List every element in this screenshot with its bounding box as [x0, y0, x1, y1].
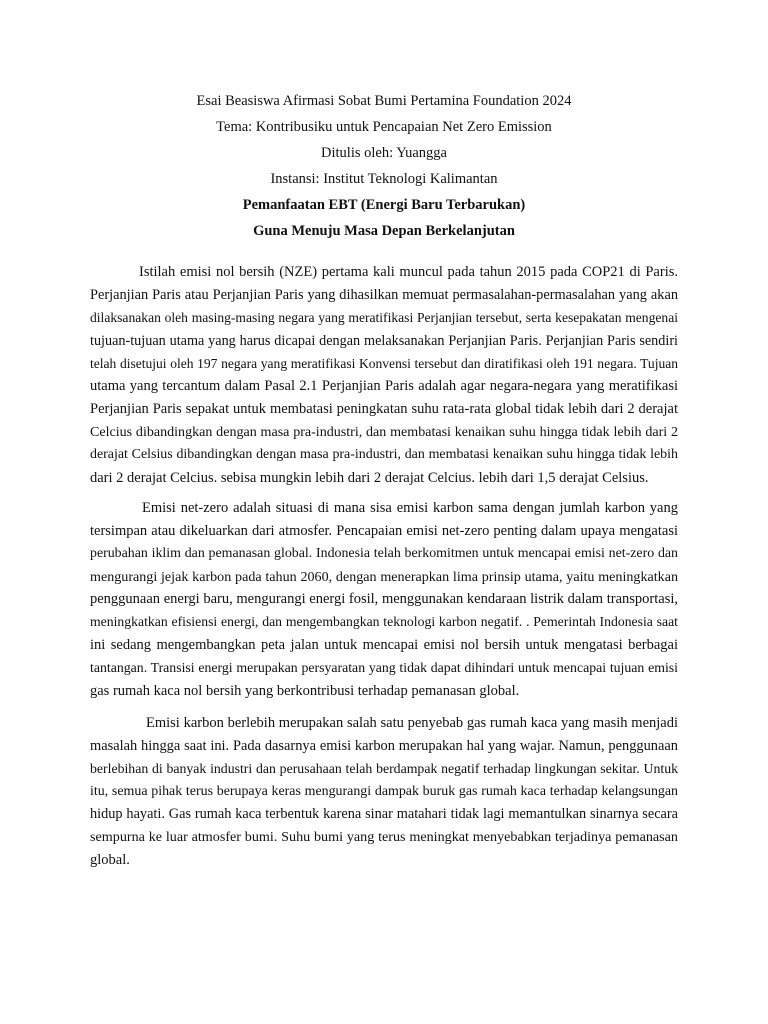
paragraph-line: derajat Celsius dibandingkan dengan masa pra-industri, dan membatasi kenaikan suhu hingga tidak lebih [90, 447, 678, 463]
paragraph-2 [90, 497, 678, 703]
paragraph-line: telah disetujui oleh 197 negara yang meratifikasi Konvensi tersebut dan diratifikasi oleh 191 negara. Tujuan [90, 355, 678, 371]
paragraph-line: dilaksanakan oleh masing-masing negara yang meratifikasi Perjanjian tersebut, serta kesepakatan mengenai [90, 309, 678, 325]
paragraph-line: utama yang tercantum dalam Pasal 2.1 Perjanjian Paris adalah agar negara-negara yang meratifikasi [90, 378, 678, 395]
paragraph-line: global. [90, 852, 130, 869]
paragraph-line: penggunaan energi baru, mengurangi energi fosil, menggunakan kendaraan listrik dalam transportasi, [90, 591, 678, 608]
essay-theme: Tema: Kontribusiku untuk Pencapaian Net Zero Emission [216, 119, 552, 135]
institution-line: Instansi: Institut Teknologi Kalimantan [270, 171, 498, 187]
author-line: Ditulis oleh: Yuangga [321, 145, 447, 161]
paragraph-line: dari 2 derajat Celcius. sebisa mungkin lebih dari 2 derajat Celcius. lebih dari 1,5 derajat Celsius. [90, 470, 649, 487]
paragraph-1 [90, 261, 678, 490]
essay-header [0, 88, 768, 244]
paragraph-line: berlebihan di banyak industri dan perusahaan telah berdampak negatif terhadap lingkungan sekitar. Untuk [90, 760, 678, 776]
paragraph-line: itu, semua pihak terus berupaya keras mengurangi dampak buruk gas rumah kaca terhadap kelangsungan [90, 783, 678, 799]
paragraph-line: tantangan. Transisi energi merupakan persyaratan yang tidak dapat dihindari untuk mencapai tujuan emisi [90, 660, 678, 676]
paragraph-line: Istilah emisi nol bersih (NZE) pertama kali muncul pada tahun 2015 pada COP21 di Paris. [139, 264, 678, 280]
paragraph-line: hidup hayati. Gas rumah kaca terbentuk karena sinar matahari tidak lagi memantulkan sinarnya secara [90, 806, 678, 823]
paragraph-line: sempurna ke luar atmosfer bumi. Suhu bumi yang terus meningkat menyebabkan terjadinya pemanasan [90, 829, 678, 846]
paragraph-line: tersimpan atau dikeluarkan dari atmosfer. Pencapaian emisi net-zero penting dalam upaya mengatasi [90, 522, 678, 539]
paragraph-line: Celcius dibandingkan dengan masa pra-industri, dan membatasi kenaikan suhu hingga tidak lebih dari 2 [90, 424, 678, 441]
paragraph-line: masalah hingga saat ini. Pada dasarnya emisi karbon merupakan hal yang wajar. Namun, penggunaan [90, 737, 678, 754]
scholarship-title: Esai Beasiswa Afirmasi Sobat Bumi Pertamina Foundation 2024 [196, 93, 572, 109]
paragraph-line: perubahan iklim dan pemanasan global. Indonesia telah berkomitmen untuk mencapai emisi net-zero dan [90, 545, 678, 561]
paragraph-3 [90, 712, 678, 872]
paragraph-line: Perjanjian Paris sepakat untuk membatasi peningkatan suhu rata-rata global tidak lebih dari 2 derajat [90, 401, 678, 418]
paragraph-line: Emisi karbon berlebih merupakan salah satu penyebab gas rumah kaca yang masih menjadi [146, 714, 678, 731]
paragraph-line: gas rumah kaca nol bersih yang berkontribusi terhadap pemanasan global. [90, 683, 520, 700]
paragraph-line: Perjanjian Paris atau Perjanjian Paris yang dihasilkan memuat permasalahan-permasalahan yang akan [90, 286, 678, 303]
paragraph-line: ini sedang mengembangkan peta jalan untuk mencapai emisi nol bersih untuk mengatasi berbagai [90, 637, 678, 654]
essay-title-line-1: Pemanfaatan EBT (Energi Baru Terbarukan) [242, 197, 526, 213]
essay-title-line-2: Guna Menuju Masa Depan Berkelanjutan [253, 223, 515, 239]
essay-body [90, 261, 678, 872]
paragraph-line: tujuan-tujuan utama yang harus dicapai dengan melaksanakan Perjanjian Paris. Perjanjian Paris sendiri [90, 332, 678, 349]
paragraph-line: Emisi net-zero adalah situasi di mana sisa emisi karbon sama dengan jumlah karbon yang [142, 499, 678, 516]
paragraph-line: mengurangi jejak karbon pada tahun 2060, dengan menerapkan lima prinsip utama, yaitu meningkatkan [90, 568, 678, 585]
paragraph-line: meningkatkan efisiensi energi, dan mengembangkan teknologi karbon negatif. . Pemerintah Indonesia saat [90, 614, 678, 630]
